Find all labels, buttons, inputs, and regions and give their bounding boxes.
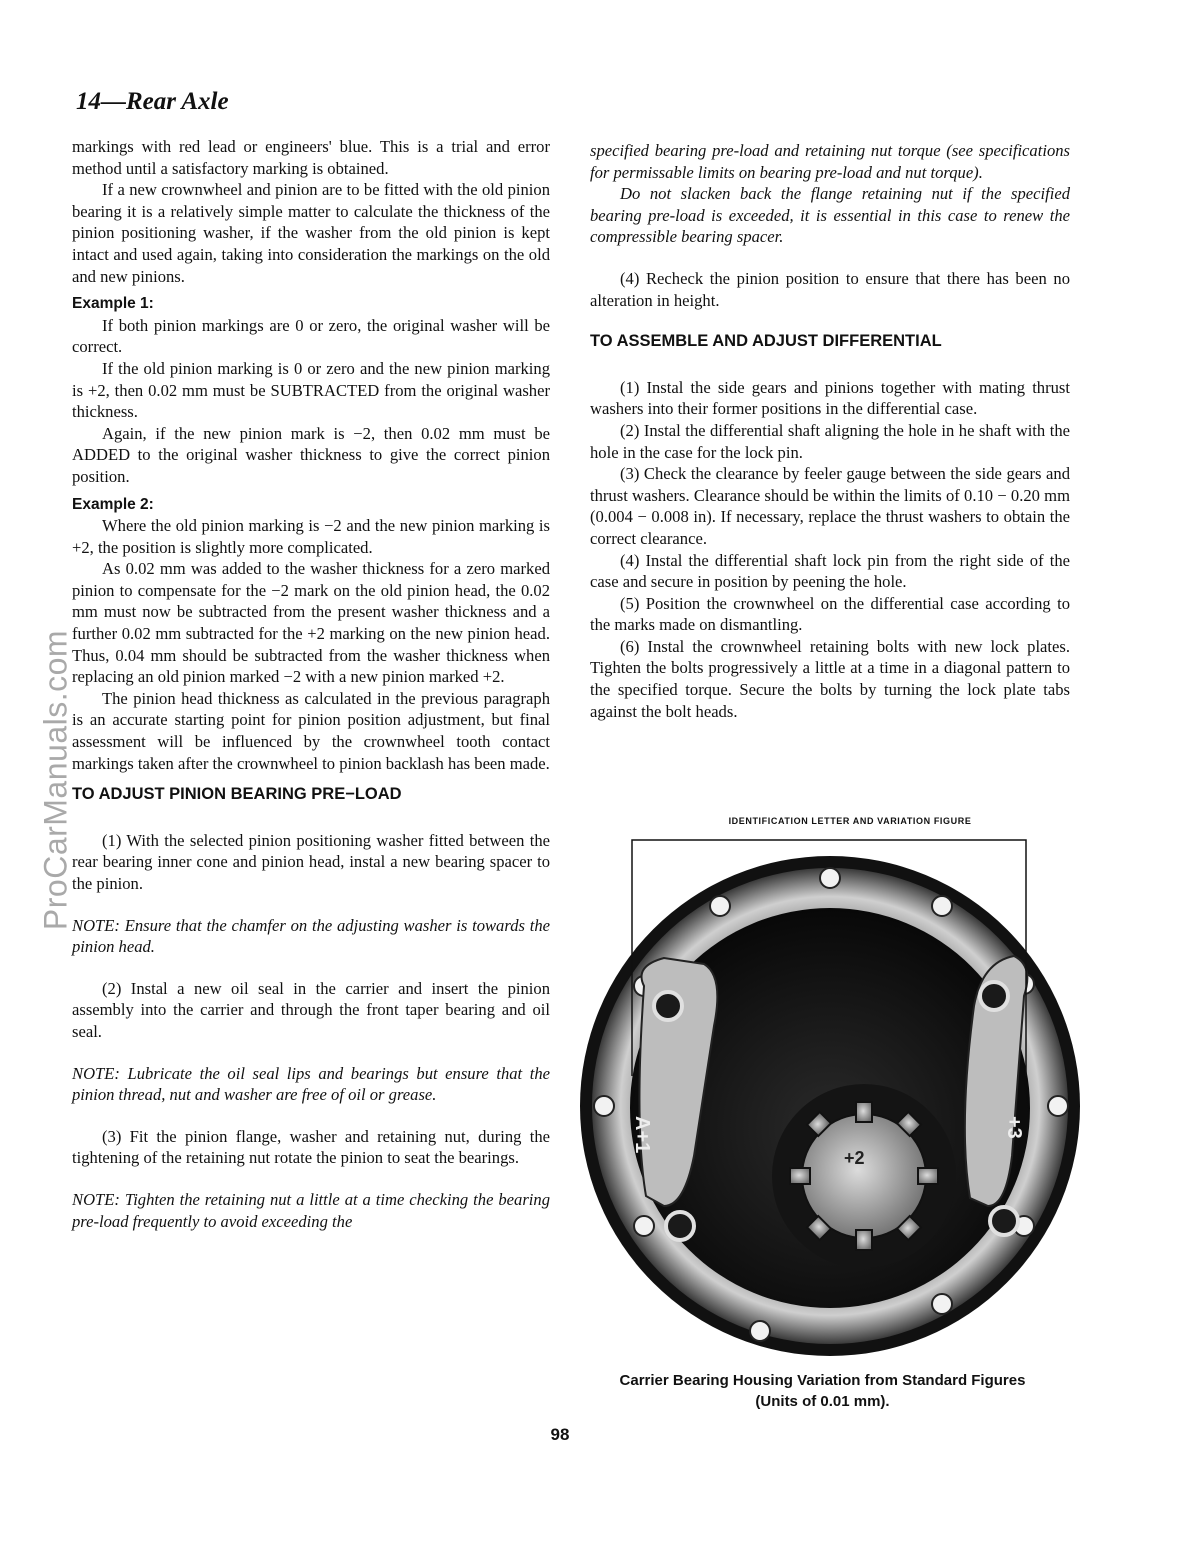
paragraph: If the old pinion marking is 0 or zero and the new pinion marking is +2, then 0.02 mm must be SUBTRACTED from the original washer thickness. [72,358,550,422]
heading-differential: TO ASSEMBLE AND ADJUST DIFFERENTIAL [590,332,942,351]
cap-bolt [666,1212,694,1240]
bolt-hole [820,868,840,888]
bolt-hole [710,896,730,916]
cap-bolt [990,1207,1018,1235]
figure-caption [570,1370,1075,1412]
note: NOTE: Tighten the retaining nut a little at a time checking the bearing pre-load frequently to avoid exceeding the [72,1189,550,1231]
diff-step-2: (2) Instal the differential shaft aligning the hole in he shaft with the hole in the case for the lock pin. [590,420,1070,462]
bolt-hole [750,1321,770,1341]
bolt-hole [932,896,952,916]
step-3: (3) Fit the pinion flange, washer and retaining nut, during the tightening of the retaining nut rotate the pinion to seat the bearings. [72,1126,550,1168]
caption-line-1: Carrier Bearing Housing Variation from Standard Figures [619,1372,1026,1389]
paragraph: If a new crownwheel and pinion are to be fitted with the old pinion bearing it is a relatively simple matter to calculate the thickness of the pinion positioning washer, if the washer from the old pinion is kept intact and used again, taking into consideration the markings on the old and new pinions. [72,180,550,286]
left-identification-mark: A+1 [631,1116,653,1154]
bolt-hole [634,1216,654,1236]
paragraph: If both pinion markings are 0 or zero, the original washer will be correct. [72,315,550,357]
bolt-hole [932,1294,952,1314]
diff-step-3: (3) Check the clearance by feeler gauge between the side gears and thrust washers. Clearance should be within the limits of 0.10 − 0.20 mm (0.004 − 0.008 in). If necessary, replace the thrust washers to obtain the correct clearance. [590,464,1070,548]
gear-tooth [790,1168,810,1184]
pinion-marking: +2 [844,1148,865,1168]
bolt-hole [1048,1096,1068,1116]
watermark: ProCarManuals.com [37,629,74,931]
note-continued: specified bearing pre-load and retaining nut torque (see specifications for permissable limits on bearing pre-load and nut torque). [590,141,1070,182]
step-4: (4) Recheck the pinion position to ensure that there has been no alteration in height. [590,268,1070,310]
right-variation-mark: +3 [1003,1116,1025,1139]
gear-tooth [856,1230,872,1250]
paragraph: As 0.02 mm was added to the washer thickness for a zero marked pinion to compensate for the −2 mark on the old pinion head, the 0.02 mm must now be subtracted from the present washer thickness and a further 0.02 mm subtracted for the +2 marking on the new pinion head. Thus, 0.04 mm should be subtracted from the washer thickness when replacing an old pinion marked −2 with a new pinion marked +2. [72,559,550,687]
example-2-label: Example 2: [72,495,154,513]
page-number: 98 [550,1425,570,1444]
diff-step-1: (1) Instal the side gears and pinions together with mating thrust washers into their former positions in the differential case. [590,377,1070,419]
note: NOTE: Lubricate the oil seal lips and bearings but ensure that the pinion thread, nut and washer are free of oil or grease. [72,1063,550,1105]
bolt-hole [594,1096,614,1116]
note: NOTE: Ensure that the chamfer on the adjusting washer is towards the pinion head. [72,915,550,957]
cap-bolt [980,982,1008,1010]
cap-bolt [654,992,682,1020]
note: Do not slacken back the flange retaining nut if the specified bearing pre-load is exceeded, it is essential in this case to renew the compressible bearing spacer. [590,184,1070,247]
pinion-gear [790,1102,938,1250]
figure-label: IDENTIFICATION LETTER AND VARIATION FIGURE [728,816,972,826]
paragraph: Again, if the new pinion mark is −2, then 0.02 mm must be ADDED to the original washer thickness to give the correct pinion position. [72,423,550,486]
page-header-title: 14—Rear Axle [76,88,229,115]
right-column [590,140,1070,722]
heading-pinion-preload: TO ADJUST PINION BEARING PRE−LOAD [72,785,402,804]
step-2: (2) Instal a new oil seal in the carrier and insert the pinion assembly into the carrier and through the front taper bearing and oil seal. [72,978,550,1041]
diff-step-5: (5) Position the crownwheel on the differential case according to the marks made on dismantling. [590,593,1070,635]
paragraph: Where the old pinion marking is −2 and the new pinion marking is +2, the position is slightly more complicated. [72,516,550,557]
caption-line-2: (Units of 0.01 mm). [755,1393,890,1410]
paragraph: The pinion head thickness as calculated in the previous paragraph is an accurate starting point for pinion position adjustment, but final assessment will be influenced by the crownwheel tooth contact markings taken after the crownwheel to pinion backlash has been made. [72,688,550,773]
step-1: (1) With the selected pinion positioning washer fitted between the rear bearing inner cone and pinion head, instal a new bearing spacer to the pinion. [72,830,550,893]
carrier-housing-photo [574,826,1084,1366]
gear-tooth [856,1102,872,1122]
example-1-label: Example 1: [72,295,154,313]
carrier-housing-illustration [574,826,1084,1366]
gear-tooth [918,1168,938,1184]
paragraph: markings with red lead or engineers' blue. This is a trial and error method until a satisfactory marking is obtained. [72,137,550,178]
left-column [72,136,550,1232]
diff-step-6: (6) Instal the crownwheel retaining bolts with new lock plates. Tighten the bolts progressively a little at a time in a diagonal pattern to the specified torque. Secure the bolts by turning the lock plate tabs against the bolt heads. [590,636,1070,721]
diff-step-4: (4) Instal the differential shaft lock pin from the right side of the case and secure in position by peening the hole. [590,550,1070,592]
